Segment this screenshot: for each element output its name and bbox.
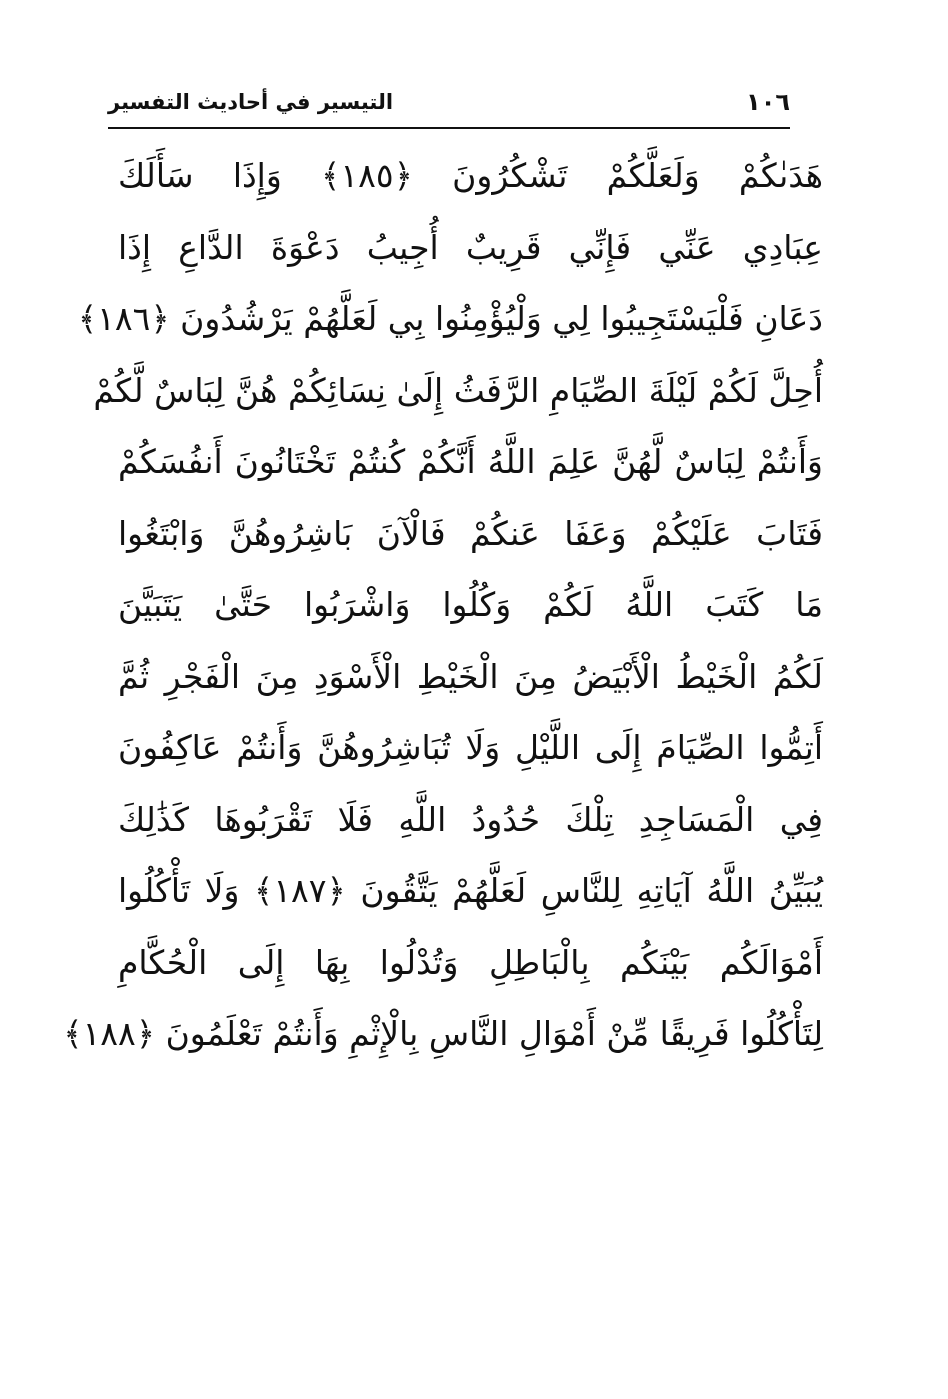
verse-line: فَتَابَ عَلَيْكُمْ وَعَفَا عَنكُمْ فَالْآنَ بَاشِرُوهُنَّ وَابْتَغُوا	[118, 513, 823, 553]
page-number: ١٠٦	[746, 88, 790, 116]
verse-line: أَتِمُّوا الصِّيَامَ إِلَى اللَّيْلِ وَلَا تُبَاشِرُوهُنَّ وَأَنتُمْ عَاكِفُونَ	[118, 728, 823, 767]
verse-line: مَا كَتَبَ اللَّهُ لَكُمْ وَكُلُوا وَاشْرَبُوا حَتَّىٰ يَتَبَيَّنَ	[118, 585, 823, 624]
verse-line: فِي الْمَسَاجِدِ تِلْكَ حُدُودُ اللَّهِ فَلَا تَقْرَبُوهَا كَذَٰلِكَ	[118, 799, 823, 839]
verse-line: أَمْوَالَكُم بَيْنَكُم بِالْبَاطِلِ وَتُدْلُوا بِهَا إِلَى الْحُكَّامِ	[118, 942, 823, 982]
verse-line: لَكُمُ الْخَيْطُ الْأَبْيَضُ مِنَ الْخَيْطِ الْأَسْوَدِ مِنَ الْفَجْرِ ثُمَّ	[118, 656, 823, 696]
running-title: التيسير في أحاديث التفسير	[108, 90, 394, 114]
verse-line: هَدَىٰكُمْ وَلَعَلَّكُمْ تَشْكُرُونَ ﴿١٨٥﴾ وَإِذَا سَأَلَكَ	[118, 156, 823, 195]
verse-line: عِبَادِي عَنِّي فَإِنِّي قَرِيبٌ أُجِيبُ دَعْوَةَ الدَّاعِ إِذَا	[118, 227, 823, 267]
verse-line: لِتَأْكُلُوا فَرِيقًا مِّنْ أَمْوَالِ النَّاسِ بِالْإِثْمِ وَأَنتُمْ تَعْلَمُونَ ﴿١٨٨﴾	[63, 1014, 823, 1053]
verse-line: أُحِلَّ لَكُمْ لَيْلَةَ الصِّيَامِ الرَّفَثُ إِلَىٰ نِسَائِكُمْ هُنَّ لِبَاسٌ لَّكُمْ	[93, 370, 823, 410]
verse-text-block	[63, 140, 823, 1070]
verse-line: وَأَنتُمْ لِبَاسٌ لَّهُنَّ عَلِمَ اللَّهُ أَنَّكُمْ كُنتُمْ تَخْتَانُونَ أَنفُسَكُمْ	[118, 442, 823, 481]
header-rule	[108, 127, 790, 129]
verse-line: يُبَيِّنُ اللَّهُ آيَاتِهِ لِلنَّاسِ لَعَلَّهُمْ يَتَّقُونَ ﴿١٨٧﴾ وَلَا تَأْكُلُوا	[118, 871, 823, 910]
page-header	[108, 80, 790, 126]
verse-line: دَعَانِ فَلْيَسْتَجِيبُوا لِي وَلْيُؤْمِنُوا بِي لَعَلَّهُمْ يَرْشُدُونَ ﴿١٨٦﴾	[77, 299, 823, 338]
